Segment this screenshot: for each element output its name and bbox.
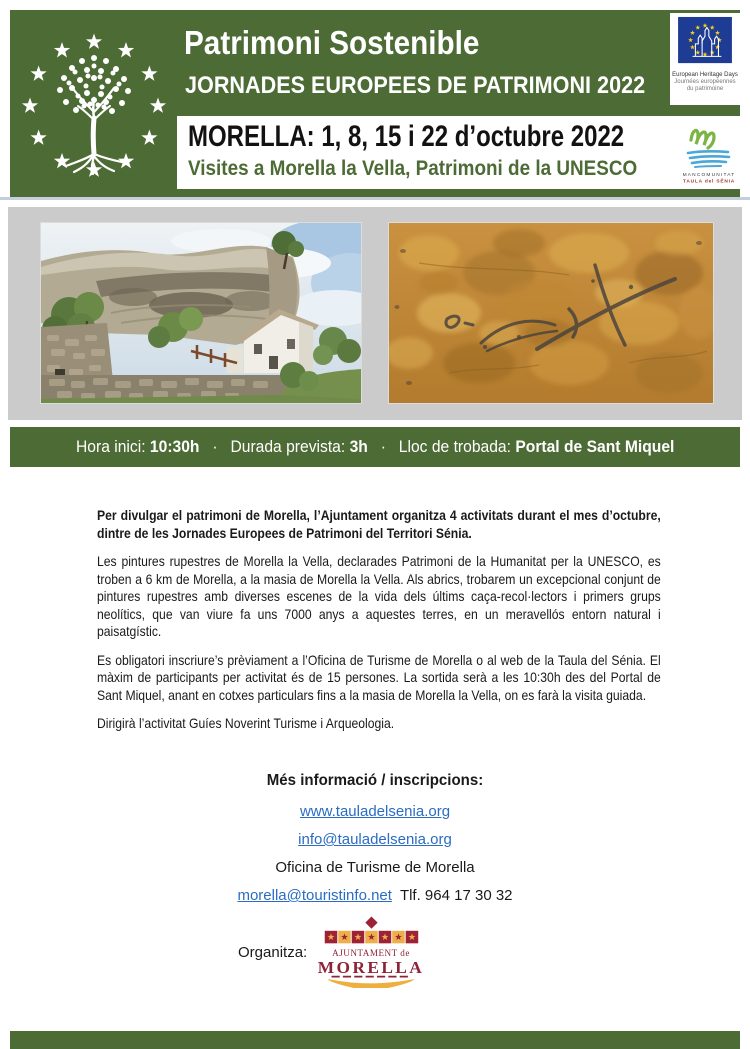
manco-m-icon	[691, 130, 714, 148]
lloc-label: Lloc de trobada:	[398, 437, 511, 456]
event-title: MORELLA: 1, 8, 15 i 22 d’octubre 2022	[188, 120, 625, 153]
ajuntament-de-morella-logo	[318, 916, 424, 988]
separator-dot: ·	[212, 437, 218, 456]
header-divider	[0, 197, 750, 200]
link-tauladelsenia-web[interactable]: www.tauladelsenia.org	[299, 803, 451, 820]
contact-office: Oficina de Turisme de Morella	[275, 859, 475, 876]
event-subtitle: Visites a Morella la Vella, Patrimoni de la UNESCO	[188, 157, 638, 180]
durada-label: Durada prevista:	[230, 437, 346, 456]
eu-flag-icon	[676, 16, 734, 66]
durada-value: 3h	[349, 437, 368, 456]
morella-crown-icon	[325, 931, 418, 944]
manco-water-strokes-icon	[688, 151, 729, 167]
manco-text-1: MANCOMUNITAT	[682, 173, 736, 178]
contact-block	[0, 772, 750, 915]
photo-pintura-rupestre	[388, 222, 714, 404]
hora-value: 10:30h	[149, 437, 200, 456]
paragraph-intro: Per divulgar el patrimoni de Morella, l’Ajuntament organitza 4 activitats durant el mes d’octubre, dintre de les Jornades Europees de Patrimoni del Territori Sénia.	[97, 507, 661, 541]
eu-logo-text-1: European Heritage Days	[672, 72, 738, 78]
event-info-line	[76, 437, 674, 457]
body-text	[97, 507, 661, 733]
paragraph-pintures: Les pintures rupestres de Morella la Vella, declarades Patrimoni de la Humanitat per la UNESCO, es troben a 6 km de Morella, a la masia de Morella la Vella. Als abrics, trobarem un excepcional conjunt de pintures rupestres amb diverses escenes de la vida dels últims caça-recol·lectors i primers grups neolítics, que van viure fa uns 7000 anys a aquestes terres, en un meravellós entorn natural i paisatgístic.	[97, 553, 661, 639]
eu-logo-text-2: Journées européennes	[674, 79, 736, 85]
page-title: Patrimoni Sostenible	[184, 24, 480, 61]
european-heritage-days-logo	[670, 13, 740, 105]
event-box	[177, 116, 740, 189]
organizer-label: Organitza:	[238, 944, 308, 961]
separator-dot: ·	[380, 437, 386, 456]
contact-heading: Més informació / inscripcions:	[266, 772, 484, 789]
contact-phone: Tlf. 964 17 30 32	[399, 887, 513, 904]
paragraph-guies: Dirigirà l’activitat Guíes Noverint Turisme i Arqueologia.	[97, 715, 395, 731]
mancomunitat-taula-senia-logo	[681, 118, 737, 186]
manco-text-2: TAULA del SÉNIA	[683, 179, 735, 185]
eu-logo-text-3: du patrimoine	[686, 86, 724, 92]
hora-label: Hora inici:	[75, 437, 146, 456]
event-info-bar	[10, 427, 740, 467]
morella-swoosh-icon	[328, 979, 415, 988]
link-morella-email[interactable]: morella@touristinfo.net	[237, 887, 392, 904]
lloc-value: Portal de Sant Miquel	[515, 437, 675, 456]
footer-bar	[10, 1031, 740, 1049]
page-subtitle: JORNADES EUROPEES DE PATRIMONI 2022	[185, 72, 646, 99]
link-tauladelsenia-email[interactable]: info@tauladelsenia.org	[298, 831, 452, 848]
morella-diamond-icon	[365, 916, 377, 928]
morella-logo-line2: MORELLA	[318, 958, 424, 978]
paragraph-inscripcio: Es obligatori inscriure’s prèviament a l’Oficina de Turisme de Morella o al web de la Taula del Sénia. El màxim de participants per activitat és de 15 persones. La sortida serà a les 10:30h des del Portal de Sant Miquel, anant en cotxes particulars fins a la masia de Morella la Vella, on es farà la visita guiada.	[97, 651, 661, 703]
heritage-tree-logo-icon	[14, 14, 174, 196]
morella-logo-line1: AJUNTAMENT de	[332, 947, 410, 958]
photo-masia-morella-la-vella	[40, 222, 362, 404]
